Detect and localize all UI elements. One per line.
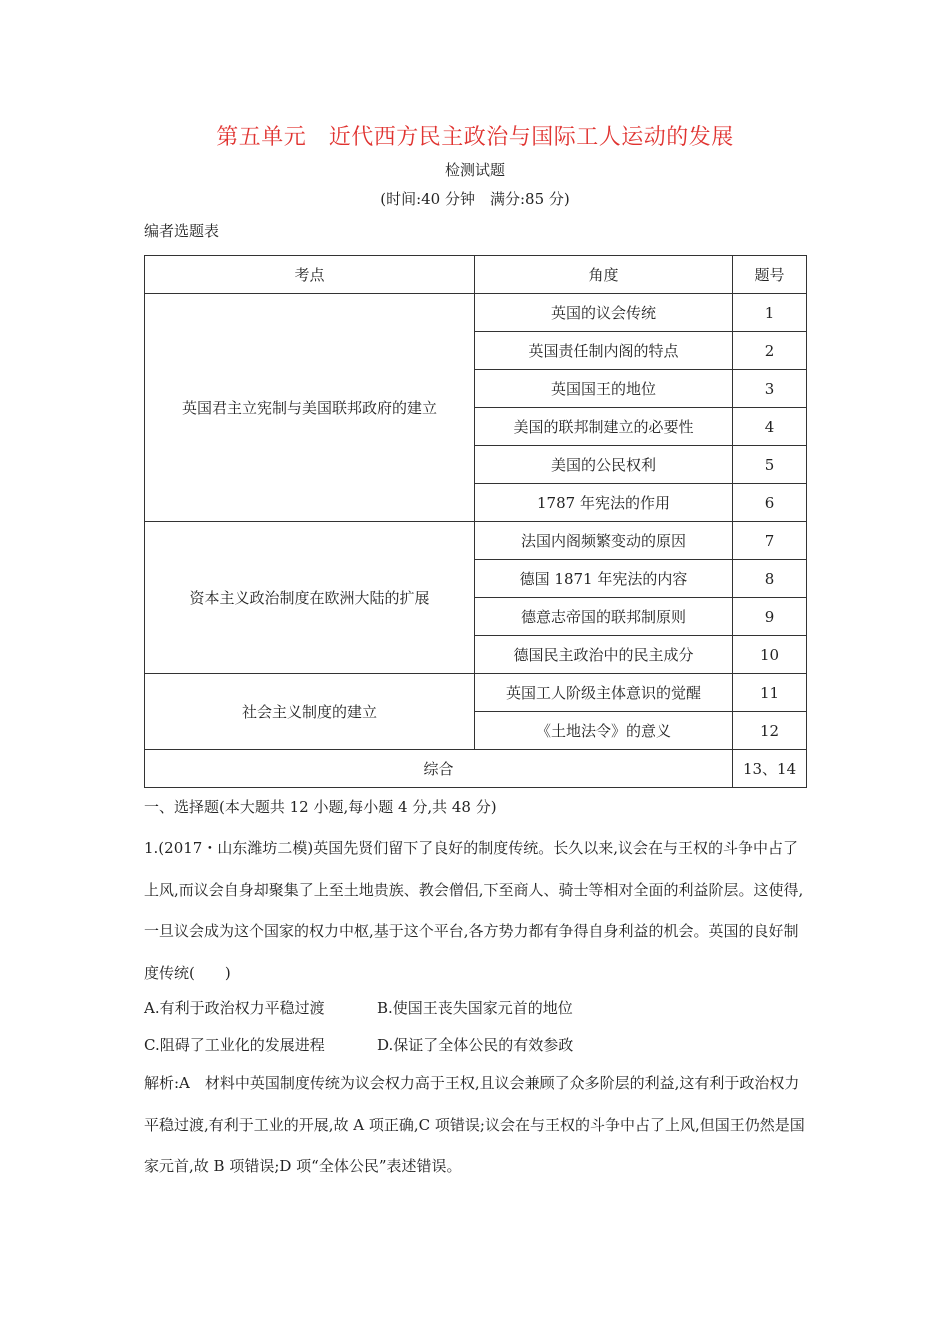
summary-label: 综合	[145, 750, 733, 788]
options-row	[144, 1027, 806, 1064]
unit-title: 第五单元 近代西方民主政治与国际工人运动的发展	[216, 125, 734, 150]
number-cell: 6	[733, 484, 807, 522]
question-stem: 1.(2017・山东潍坊二模)英国先贤们留下了良好的制度传统。长久以来,议会在与王权的斗争中占了上风,而议会自身却聚集了上至土地贵族、教会僧侣,下至商人、骑士等相对全面的利益阶层。这使得,一旦议会成为这个国家的权力中枢,基于这个平台,各方势力都有争得自身利益的机会。英国的良好制度传统( )	[144, 839, 804, 982]
number-cell: 3	[733, 370, 807, 408]
table-row	[145, 294, 807, 332]
time-and-score: (时间:40 分钟 满分:85 分)	[380, 190, 570, 208]
angle-cell: 《土地法令》的意义	[474, 712, 732, 750]
angle-cell: 德意志帝国的联邦制原则	[474, 598, 732, 636]
summary-number: 13、14	[733, 750, 807, 788]
table-header-row	[145, 256, 807, 294]
test-subtitle: 检测试题	[444, 161, 505, 179]
number-cell: 4	[733, 408, 807, 446]
option-c: C.阻碍了工业化的发展进程	[144, 1036, 325, 1054]
selection-table	[144, 255, 807, 788]
topic-cell: 资本主义政治制度在欧洲大陆的扩展	[145, 522, 475, 674]
angle-cell: 英国工人阶级主体意识的觉醒	[474, 674, 732, 712]
number-cell: 5	[733, 446, 807, 484]
header-number: 题号	[733, 256, 807, 294]
summary-row	[145, 750, 807, 788]
option-a: A.有利于政治权力平稳过渡	[144, 999, 325, 1017]
angle-cell: 美国的公民权利	[474, 446, 732, 484]
option-b: B.使国王丧失国家元首的地位	[377, 999, 573, 1017]
topic-cell: 社会主义制度的建立	[145, 674, 475, 750]
number-cell: 10	[733, 636, 807, 674]
number-cell: 7	[733, 522, 807, 560]
angle-cell: 1787 年宪法的作用	[474, 484, 732, 522]
table-row	[145, 522, 807, 560]
number-cell: 9	[733, 598, 807, 636]
number-cell: 1	[733, 294, 807, 332]
number-cell: 8	[733, 560, 807, 598]
angle-cell: 法国内阁频繁变动的原因	[474, 522, 732, 560]
header-topic: 考点	[145, 256, 475, 294]
table-row	[145, 674, 807, 712]
angle-cell: 英国国王的地位	[474, 370, 732, 408]
header-angle: 角度	[474, 256, 732, 294]
number-cell: 12	[733, 712, 807, 750]
number-cell: 11	[733, 674, 807, 712]
section-heading: 一、选择题(本大题共 12 小题,每小题 4 分,共 48 分)	[144, 798, 497, 816]
table-caption: 编者选题表	[144, 222, 220, 240]
options-row	[144, 990, 806, 1027]
angle-cell: 德国 1871 年宪法的内容	[474, 560, 732, 598]
angle-cell: 英国的议会传统	[474, 294, 732, 332]
angle-cell: 德国民主政治中的民主成分	[474, 636, 732, 674]
topic-cell: 英国君主立宪制与美国联邦政府的建立	[145, 294, 475, 522]
option-d: D.保证了全体公民的有效参政	[377, 1036, 574, 1054]
answer-analysis: 解析:A 材料中英国制度传统为议会权力高于王权,且议会兼顾了众多阶层的利益,这有利于政治权力平稳过渡,有利于工业的开展,故 A 项正确,C 项错误;议会在与王权的斗争中占了上风,但国王仍然是国家元首,故 B 项错误;D 项“全体公民”表述错误。	[144, 1074, 805, 1175]
angle-cell: 美国的联邦制建立的必要性	[474, 408, 732, 446]
question-options	[144, 990, 806, 1064]
angle-cell: 英国责任制内阁的特点	[474, 332, 732, 370]
number-cell: 2	[733, 332, 807, 370]
